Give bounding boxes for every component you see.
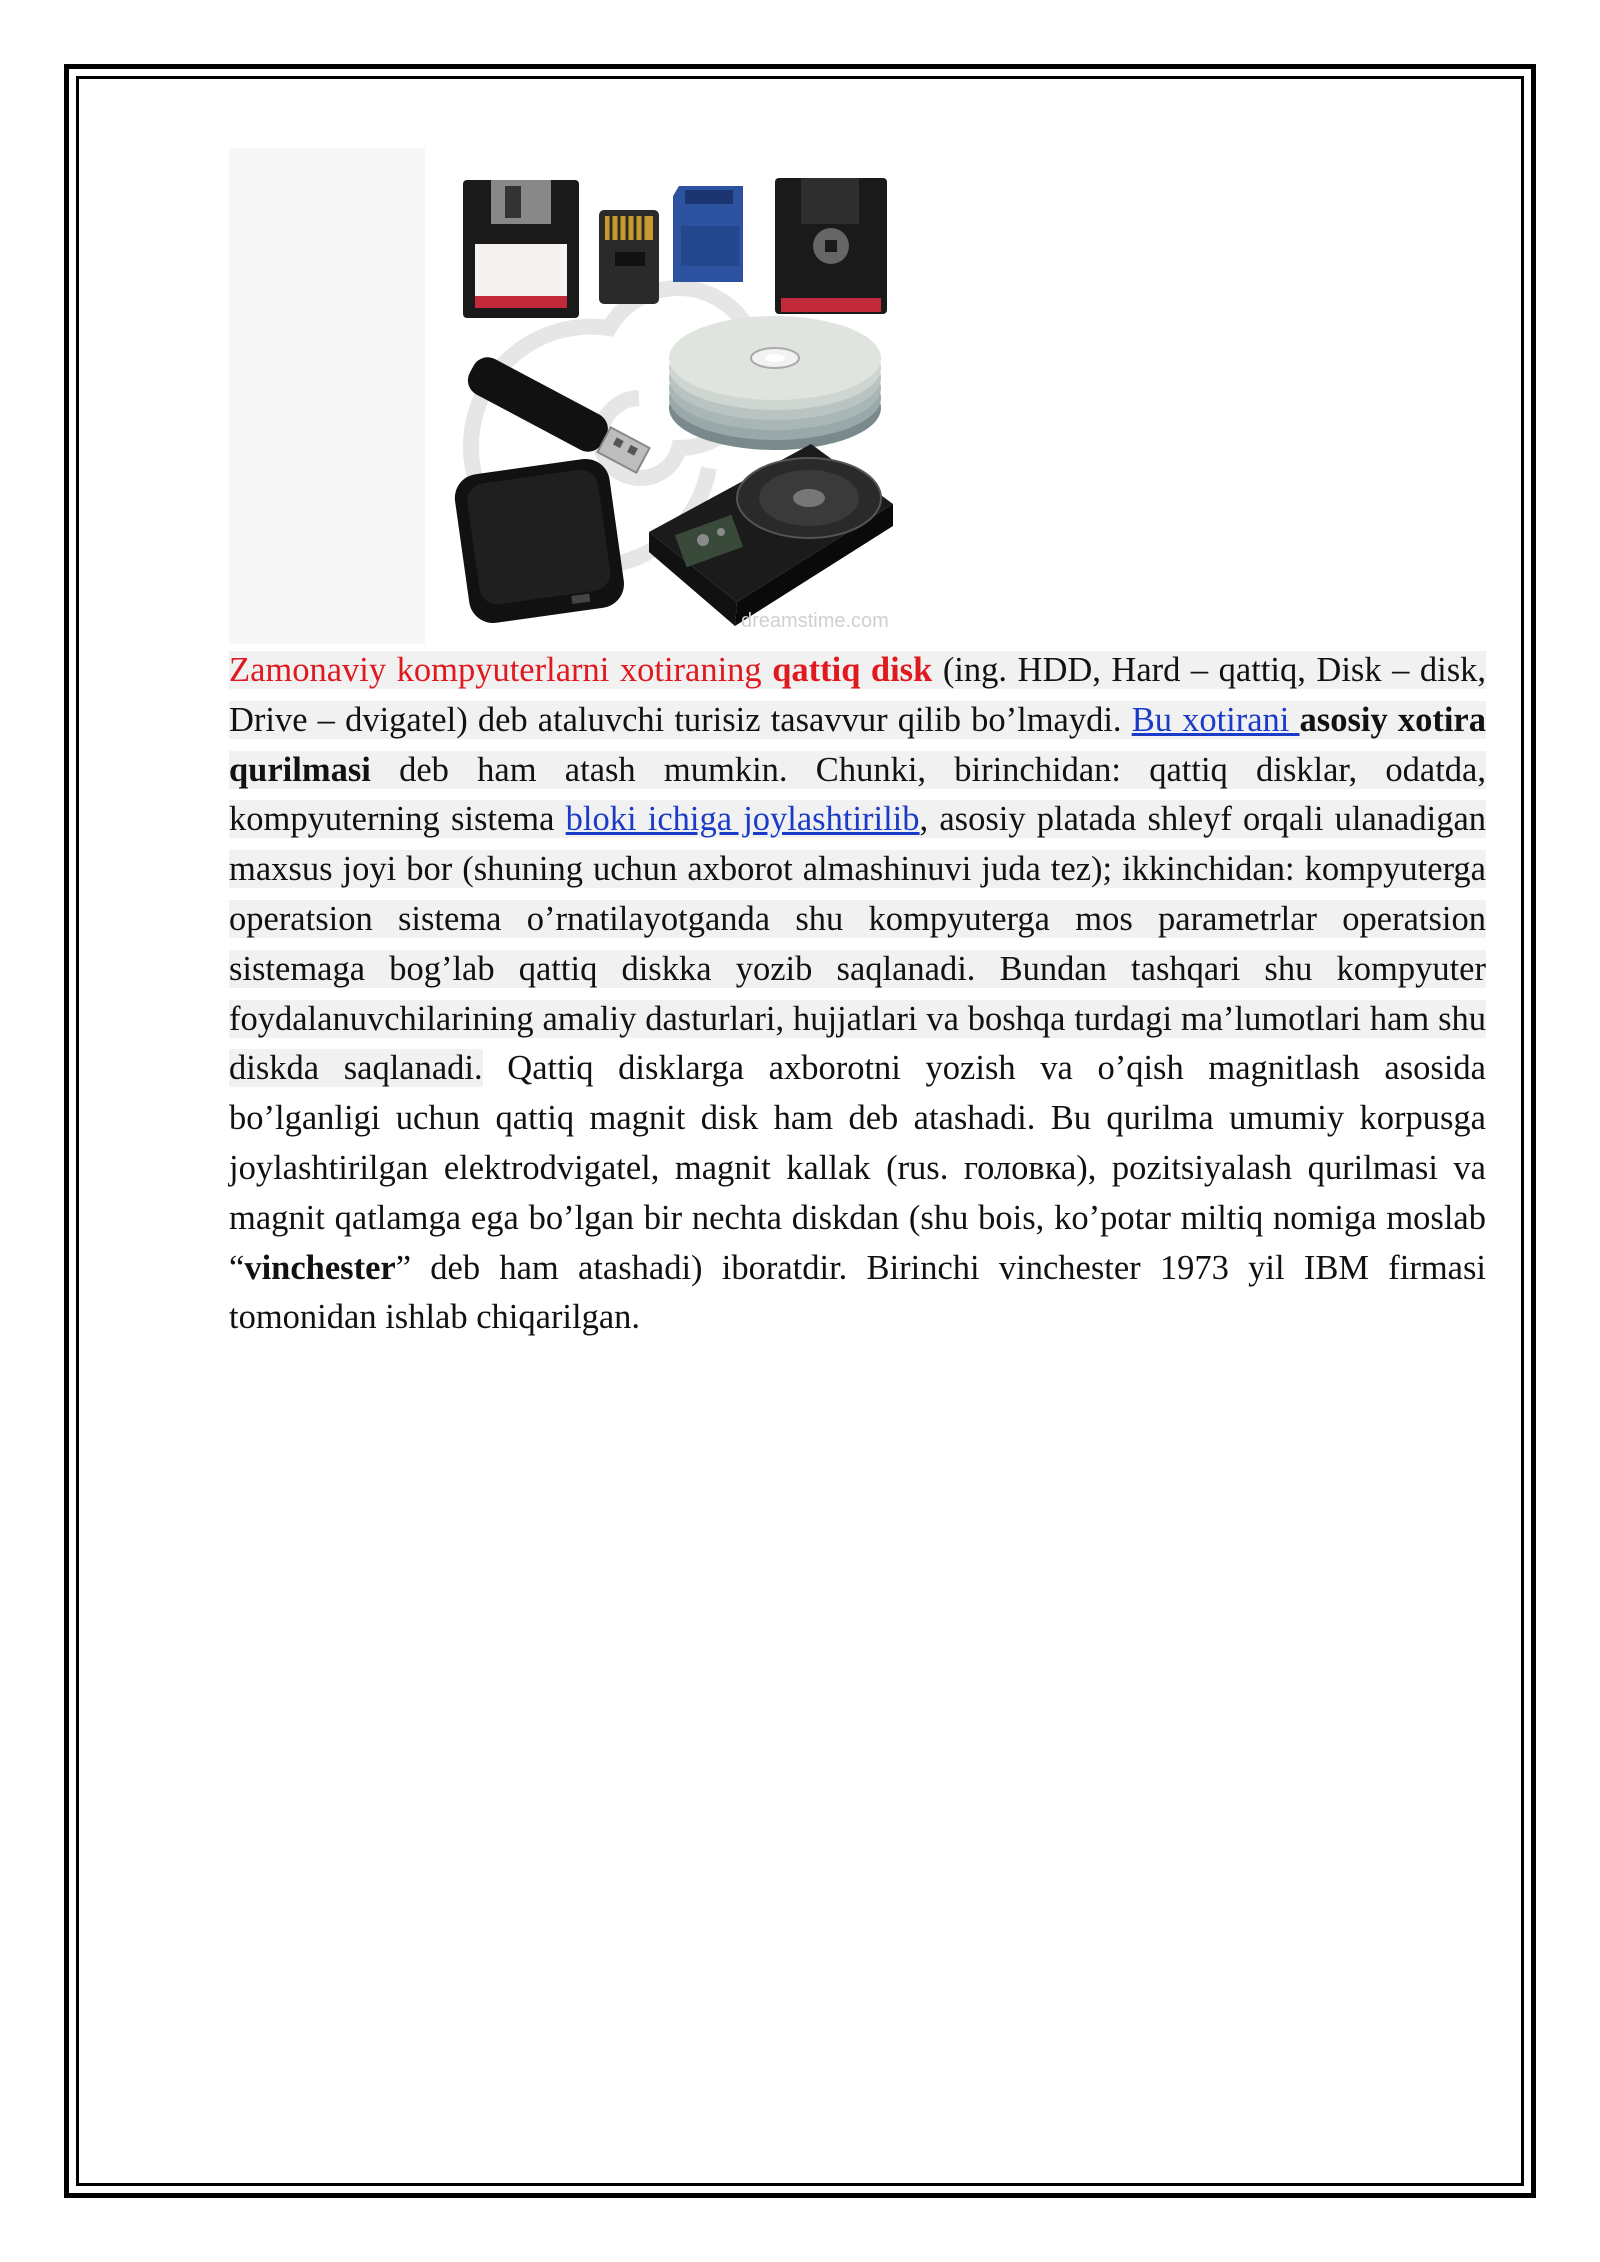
optical-disc-stack-icon <box>669 316 881 450</box>
link-bloki-ichiga-joylashtirilib[interactable]: bloki ichiga joylashtirilib <box>565 800 920 839</box>
term-vinchester: vinchester <box>244 1248 396 1287</box>
main-paragraph <box>229 646 1486 1343</box>
usb-flash-drive-icon <box>462 352 652 478</box>
paragraph-sentence-3: , asosiy platada shleyf orqali ulanadigan maxsus joyi bor (shuning uchun axborot almashinuvi juda tez); ikkinchidan: kompyuterga operatsion sistema o’rnatilayotganda shu kompyuterga mos parametrlar operatsion sistemaga bog’lab qattiq diskka yozib saqlanadi. Bundan tashqari shu kompyuter foydalanuvchilarining amaliy dasturlari, hujjatlari va boshqa turdagi ma’lumotlari ham shu diskda saqlanadi. <box>229 800 1487 1088</box>
storage-devices-image <box>229 148 917 644</box>
paragraph-sentence-5: ” deb ham atashadi) iboratdir. Birinchi vinchester 1973 yil IBM firmasi tomonidan ishlab chiqarilgan. <box>229 1248 1486 1337</box>
image-watermark: dreamstime.com <box>741 610 889 632</box>
micro-sd-card-icon <box>599 210 659 304</box>
term-asosiy-xotira-qurilmasi: asosiy xotira qurilmasi <box>229 700 1486 789</box>
open-hard-disk-drive-icon <box>649 444 893 626</box>
floppy-disk-icon <box>775 178 887 314</box>
paragraph-sentence-4: Qattiq disklarga axborotni yozish va o’qish magnitlash asosida bo’lganligi uchun qattiq magnit disk ham deb atashadi. Bu qurilma umumiy korpusga joylashtirilgan elektrodvigatel, magnit kallak (rus. головка), pozitsiyalash qurilmasi va magnit qatlamga ega bo’lgan bir nechta diskdan (shu bois, ko’potar miltiq nomiga moslab “ <box>229 1049 1486 1287</box>
paragraph-intro-red: Zamonaviy kompyuterlarni xotiraning <box>229 651 773 689</box>
external-hard-drive-icon <box>452 456 627 626</box>
link-bu-xotirani[interactable]: Bu xotirani <box>1131 700 1300 739</box>
floppy-disk-icon <box>463 180 579 318</box>
paragraph-sentence-1: (ing. HDD, Hard – qattiq, Disk – disk, Drive – dvigatel) deb ataluvchi turisiz tasavvur qilib bo’lmaydi. <box>229 651 1487 739</box>
term-qattiq-disk: qattiq disk <box>772 651 933 689</box>
paragraph-sentence-2: deb ham atash mumkin. Chunki, birinchidan: qattiq disklar, odatda, kompyuterning sistema <box>229 750 1486 839</box>
sd-card-icon <box>673 186 743 282</box>
